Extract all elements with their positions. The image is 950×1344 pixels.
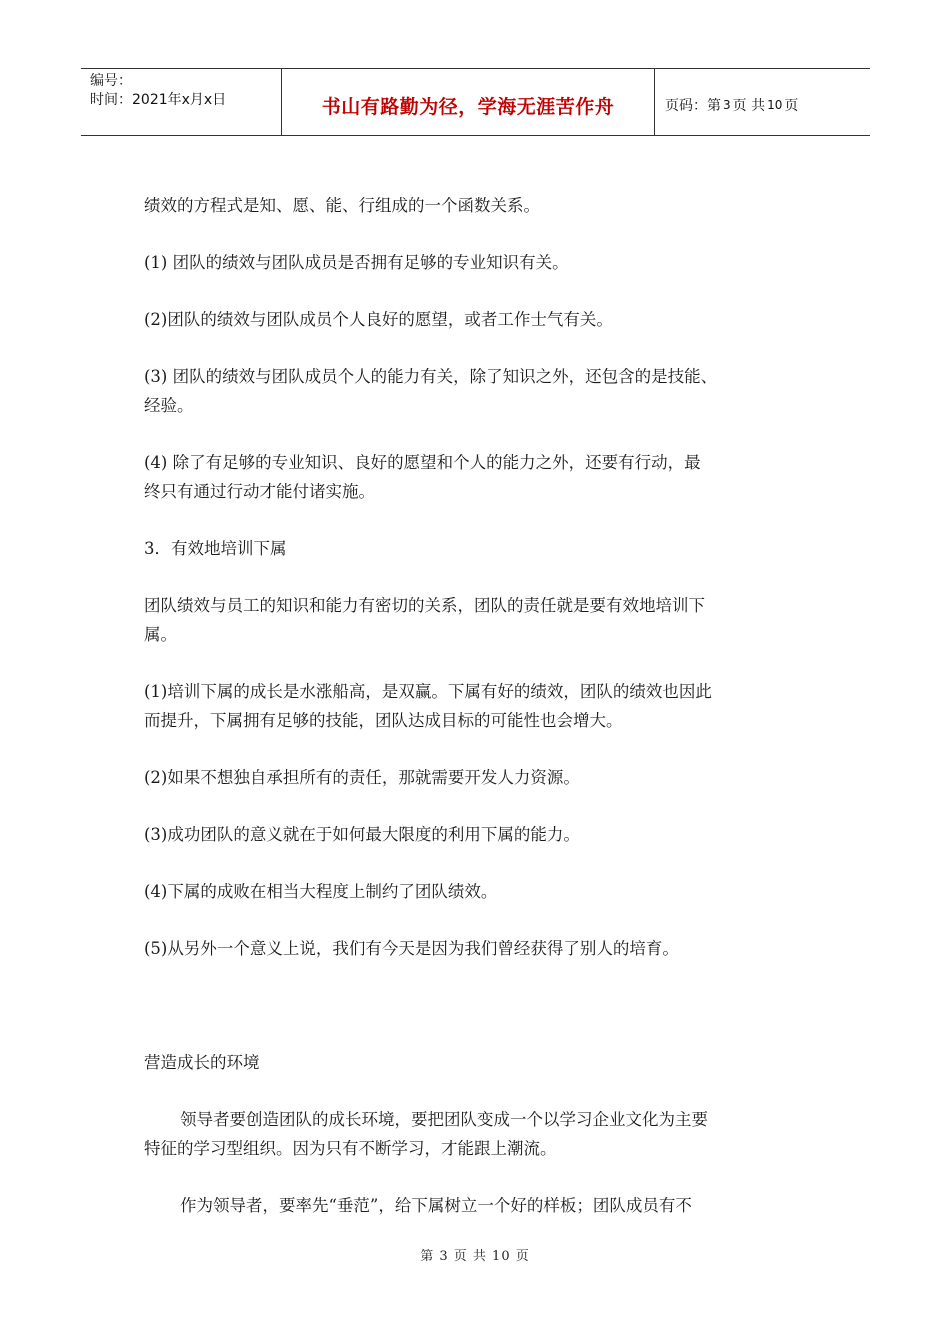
paragraph-item-2: (2)团队的绩效与团队成员个人良好的愿望，或者工作士气有关。 (144, 310, 613, 329)
paragraph-training-item-1-line1: (1)培训下属的成长是水涨船高，是双赢。下属有好的绩效，团队的绩效也因此 (144, 682, 712, 701)
header-page-cell (655, 69, 870, 135)
section-heading-training: 3．有效地培训下属 (144, 539, 287, 558)
paragraph-training-item-4: (4)下属的成败在相当大程度上制约了团队绩效。 (144, 882, 498, 901)
paragraph-training-line2: 属。 (144, 625, 177, 644)
paragraph-item-3-line2: 经验。 (144, 396, 194, 415)
paragraph-item-1: (1) 团队的绩效与团队成员是否拥有足够的专业知识有关。 (144, 253, 569, 272)
paragraph-training-item-5: (5)从另外一个意义上说，我们有今天是因为我们曾经获得了别人的培育。 (144, 939, 679, 958)
header-motto-cell (282, 69, 655, 135)
paragraph-item-4-line2: 终只有通过行动才能付诸实施。 (144, 482, 375, 501)
paragraph-environment-line2: 特征的学习型组织。因为只有不断学习，才能跟上潮流。 (144, 1139, 557, 1158)
page-footer: 第 3 页 共 10 页 (420, 1249, 530, 1264)
paragraph-equation: 绩效的方程式是知、愿、能、行组成的一个函数关系。 (144, 196, 540, 215)
document-number-label: 编号： (90, 73, 132, 89)
paragraph-environment-line1: 领导者要创造团队的成长环境，要把团队变成一个以学习企业文化为主要 (180, 1110, 708, 1129)
page-middle: 页 共 (732, 98, 766, 114)
paragraph-training-item-2: (2)如果不想独自承担所有的责任，那就需要开发人力资源。 (144, 768, 580, 787)
page-suffix: 页 (784, 98, 799, 114)
page-header (81, 68, 870, 136)
paragraph-leader-line1: 作为领导者，要率先“垂范”，给下属树立一个好的样板；团队成员有不 (180, 1196, 692, 1215)
section-heading-environment: 营造成长的环境 (144, 1053, 260, 1072)
paragraph-training-item-1-line2: 而提升，下属拥有足够的技能，团队达成目标的可能性也会增大。 (144, 711, 623, 730)
paragraph-training-line1: 团队绩效与员工的知识和能力有密切的关系，团队的责任就是要有效地培训下 (144, 596, 705, 615)
paragraph-item-3-line1: (3) 团队的绩效与团队成员个人的能力有关，除了知识之外，还包含的是技能、 (144, 367, 718, 386)
paragraph-item-4-line1: (4) 除了有足够的专业知识、良好的愿望和个人的能力之外，还要有行动，最 (144, 453, 701, 472)
document-date-label: 时间：2021年x月x日 (90, 92, 227, 108)
page-prefix: 页码：第 (665, 98, 721, 114)
header-meta-cell (81, 69, 282, 135)
page-current: 3 (723, 98, 731, 112)
header-motto: 书山有路勤为径，学海无涯苦作舟 (321, 95, 615, 118)
page-total: 10 (767, 98, 783, 112)
paragraph-training-item-3: (3)成功团队的意义就在于如何最大限度的利用下属的能力。 (144, 825, 580, 844)
